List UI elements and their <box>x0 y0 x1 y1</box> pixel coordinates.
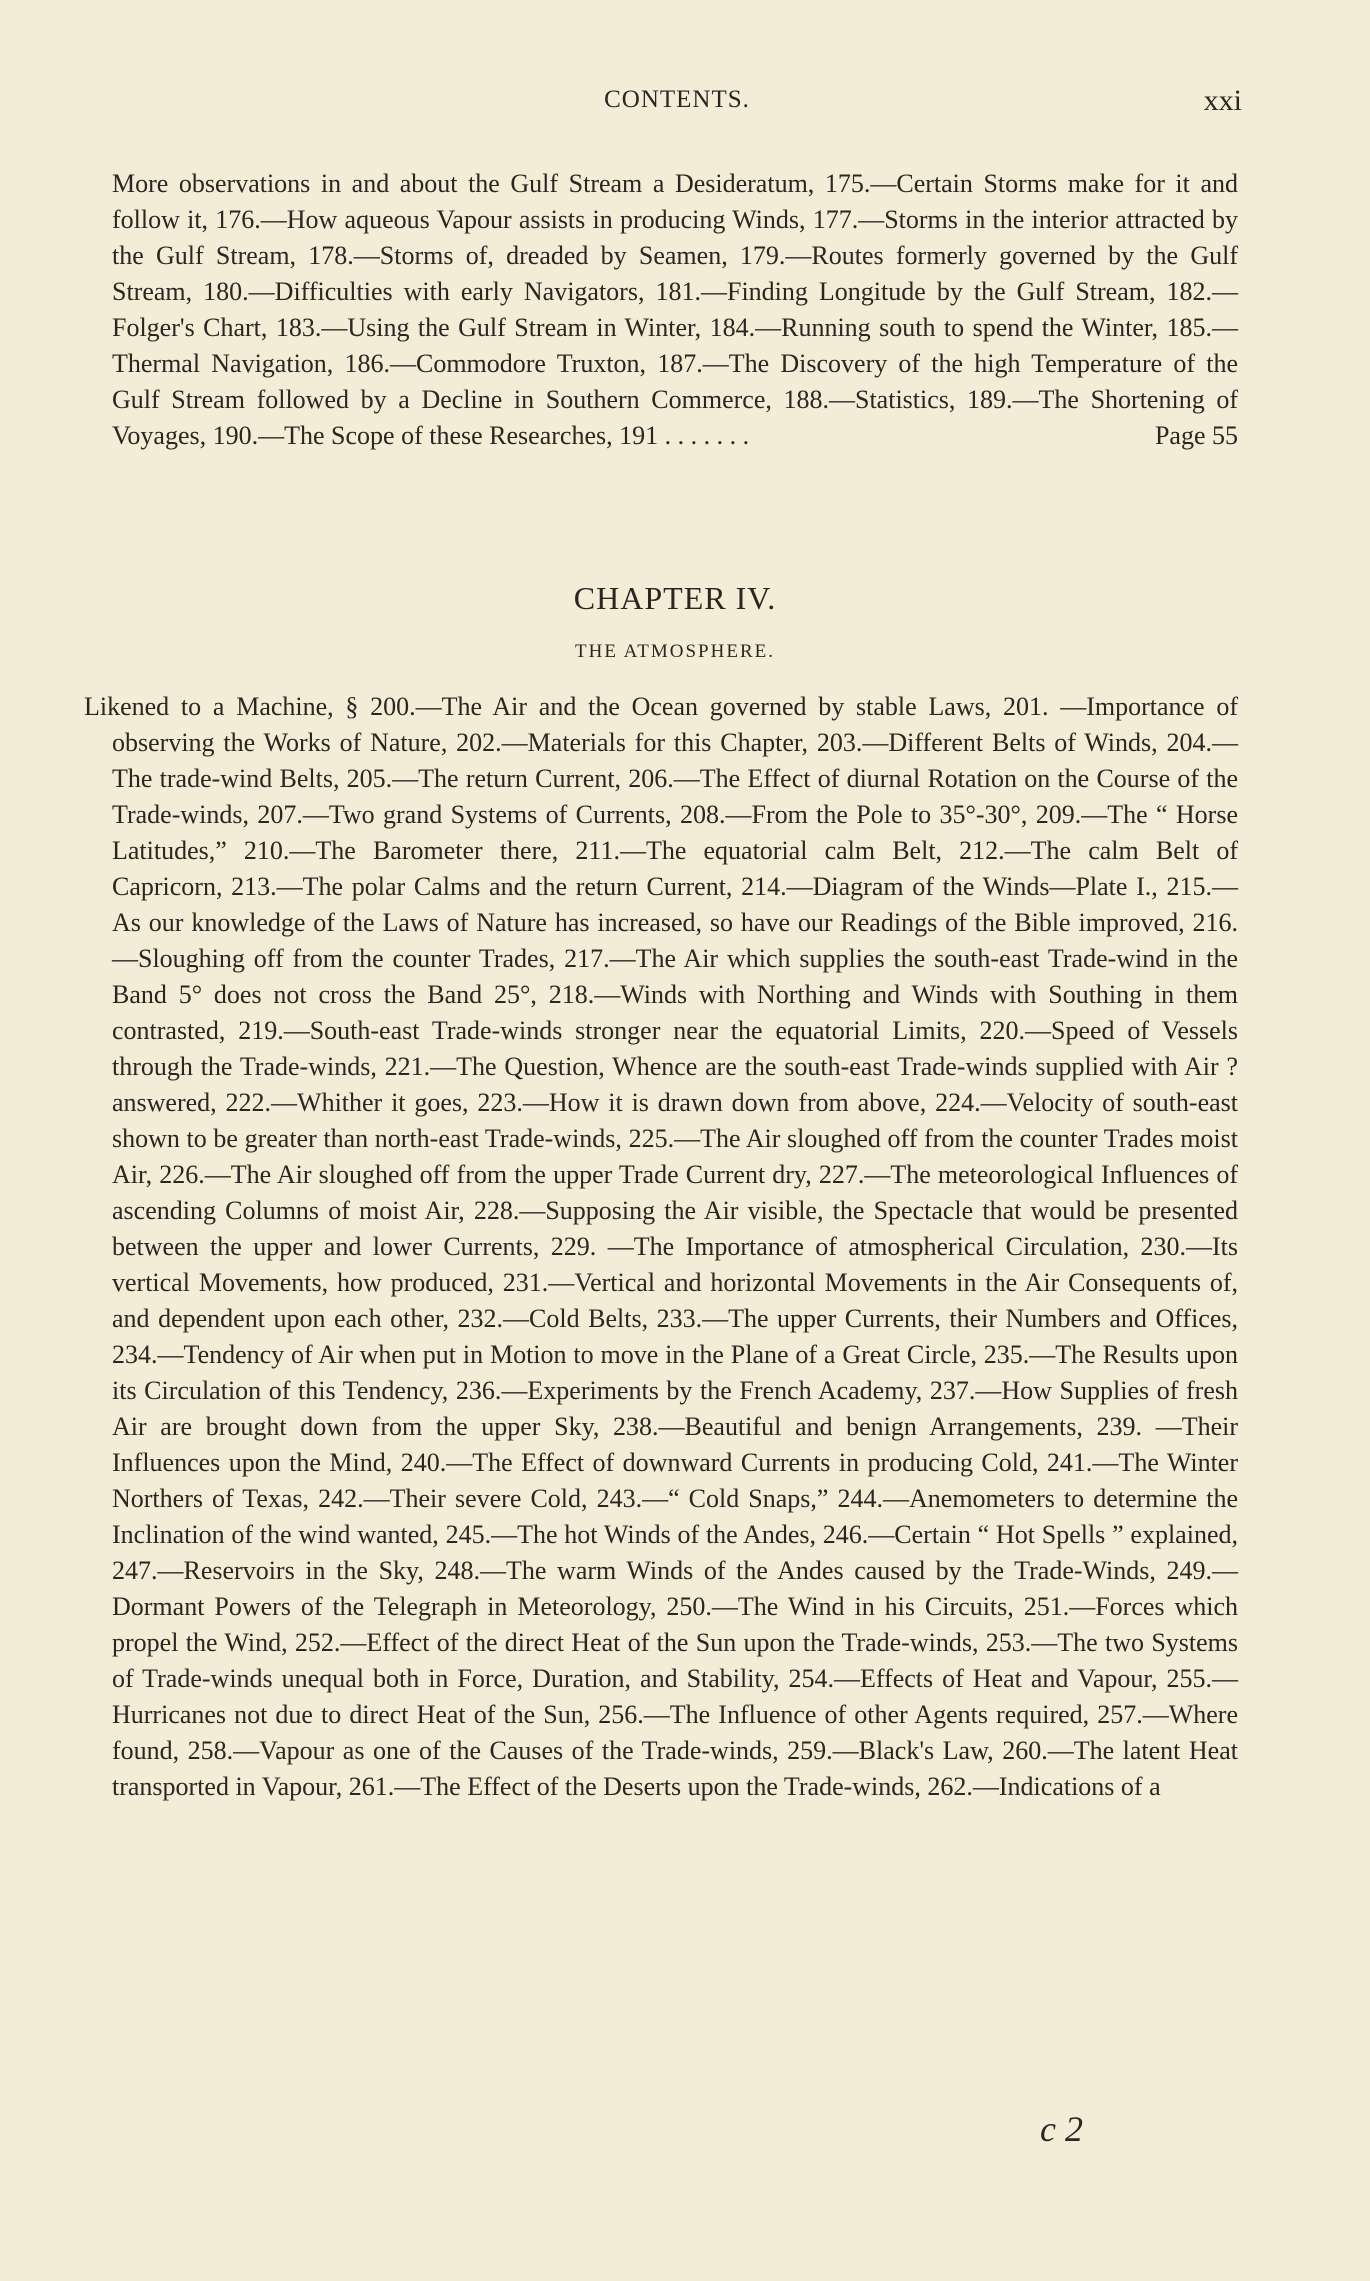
page-reference: Page 55 <box>1154 421 1238 450</box>
contents-text: More observations in and about the Gulf Stream a Desideratum, 175.—Certain Storms make for it and follow it, 176.—How aqueous Vapour assists in producing Winds, 177.—Storms in the interior attracted by the Gulf Stream, 178.—Storms of, dreaded by Seamen, 179.—Routes formerly governed by the Gulf Stream, 180.—Difficulties with early Navigators, 181.—Finding Longitude by the Gulf Stream, 182.—Folger's Chart, 183.—Using the Gulf Stream in Winter, 184.—Running south to spend the Winter, 185.—Thermal Navigation, 186.—Commodore Truxton, 187.—The Discovery of the high Temperature of the Gulf Stream followed by a Decline in Southern Commerce, 188.—Statistics, 189.—The Shortening of Voyages, 190.—The Scope of these Researches, 191 <box>112 169 1238 450</box>
contents-paragraph: Likened to a Machine, § 200.—The Air and the Ocean governed by stable Laws, 201. —Importance of observing the Works of Nature, 202.—Materials for this Chapter, 203.—Different Belts of Winds, 204.—The trade-wind Belts, 205.—The return Current, 206.—The Effect of diurnal Rotation on the Course of the Trade-winds, 207.—Two grand Systems of Currents, 208.—From the Pole to 35°-30°, 209.—The “ Horse Latitudes,” 210.—The Barometer there, 211.—The equatorial calm Belt, 212.—The calm Belt of Capricorn, 213.—The polar Calms and the return Current, 214.—Diagram of the Winds—Plate I., 215.—As our knowledge of the Laws of Nature has increased, so have our Readings of the Bible improved, 216.—Sloughing off from the counter Trades, 217.—The Air which supplies the south-east Trade-wind in the Band 5° does not cross the Band 25°, 218.—Winds with Northing and Winds with Southing in them contrasted, 219.—South-east Trade-winds stronger near the equatorial Limits, 220.—Speed of Vessels through the Trade-winds, 221.—The Question, Whence are the south-east Trade-winds supplied with Air ? answered, 222.—Whither it goes, 223.—How it is drawn down from above, 224.—Velocity of south-east shown to be greater than north-east Trade-winds, 225.—The Air sloughed off from the counter Trades moist Air, 226.—The Air sloughed off from the upper Trade Current dry, 227.—The meteorological Influences of ascending Columns of moist Air, 228.—Supposing the Air visible, the Spectacle that would be presented between the upper and lower Currents, 229. —The Importance of atmospherical Circulation, 230.—Its vertical Movements, how produced, 231.—Vertical and horizontal Movements in the Air Consequents of, and dependent upon each other, 232.—Cold Belts, 233.—The upper Currents, their Numbers and Offices, 234.—Tendency of Air when put in Motion to move in the Plane of a Great Circle, 235.—The Results upon its Circulation of this Tendency, 236.—Experiments by the French Academy, 237.—How Supplies of fresh Air are brought down from the upper Sky, 238.—Beautiful and benign Arrangements, 239. —Their Influences upon the Mind, 240.—The Effect of downward Currents in producing Cold, 241.—The Winter Northers of Texas, 242.—Their severe Cold, 243.—“ Cold Snaps,” 244.—Anemometers to determine the Inclination of the wind wanted, 245.—The hot Winds of the Andes, 246.—Certain “ Hot Spells ” explained, 247.—Reservoirs in the Sky, 248.—The warm Winds of the Andes caused by the Trade-Winds, 249.—Dormant Powers of the Telegraph in Meteorology, 250.—The Wind in his Circuits, 251.—Forces which propel the Wind, 252.—Effect of the direct Heat of the Sun upon the Trade-winds, 253.—The two Systems of Trade-winds unequal both in Force, Duration, and Stability, 254.—Effects of Heat and Vapour, 255.—Hurricanes not due to direct Heat of the Sun, 256.—The Influence of other Agents required, 257.—Where found, 258.—Vapour as one of the Causes of the Trade-winds, 259.—Black's Law, 260.—The latent Heat transported in Vapour, 261.—The Effect of the Deserts upon the Trade-winds, 262.—Indications of a <box>84 692 1238 1801</box>
contents-paragraph <box>112 166 1238 454</box>
chapter-heading: CHAPTER IV. <box>573 580 777 616</box>
dot-leader: . . . . . . . <box>664 421 750 450</box>
chapter-iii-continuation <box>112 166 1238 454</box>
page-header <box>112 86 1242 126</box>
signature-mark: c 2 <box>1040 2109 1083 2149</box>
running-title: CONTENTS. <box>604 86 750 113</box>
page-number: xxi <box>1203 84 1242 117</box>
chapter-iv-contents <box>84 689 1238 1805</box>
chapter-subtitle: THE ATMOSPHERE. <box>575 641 775 662</box>
